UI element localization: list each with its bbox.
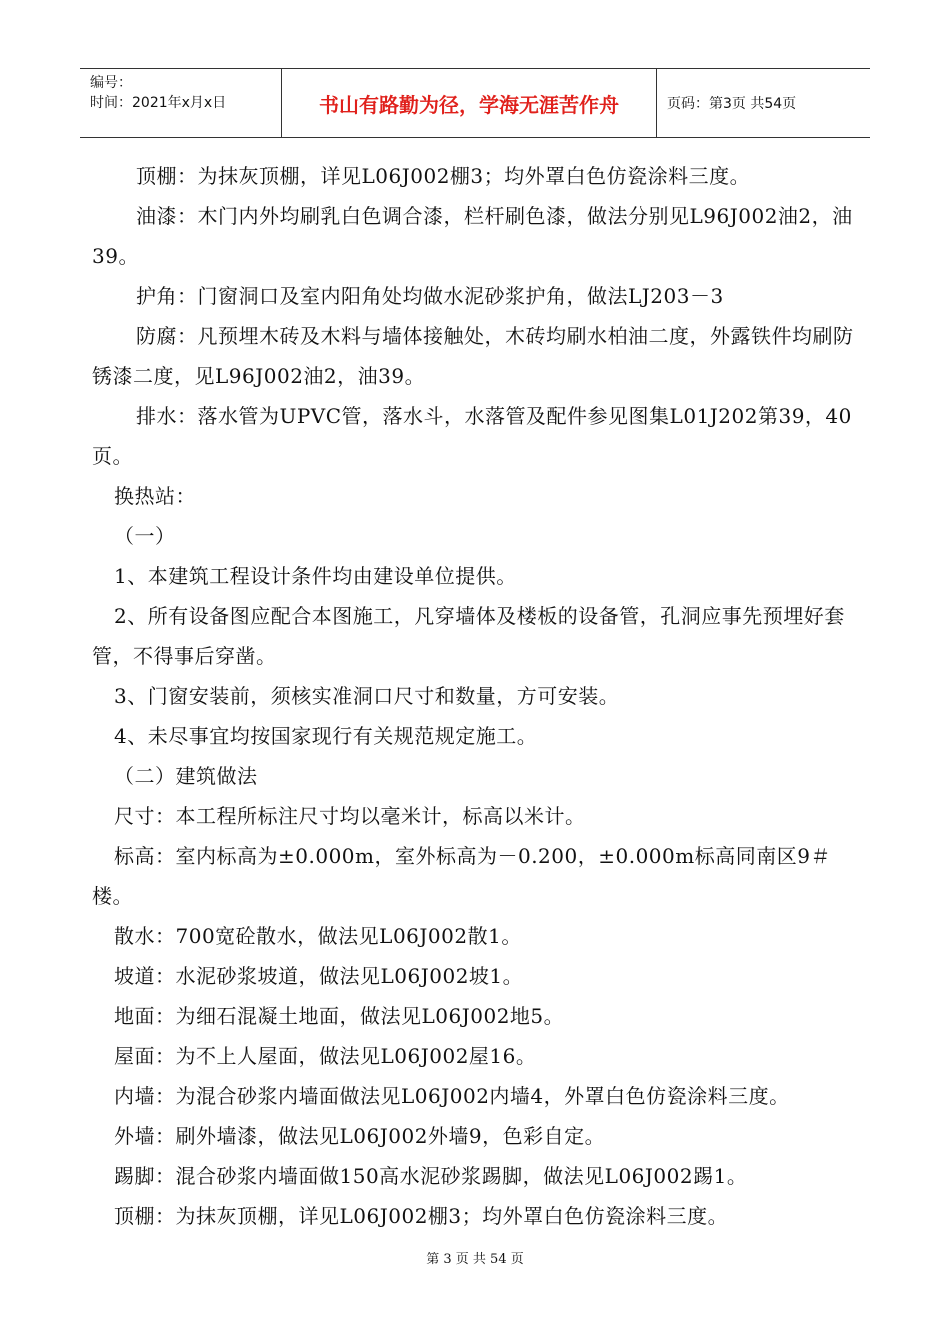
section-heading: 换热站： — [114, 484, 196, 508]
page-footer: 第 3 页 共 54 页 — [426, 1252, 524, 1267]
paragraph: 顶棚：为抹灰顶棚，详见L06J002棚3；均外罩白色仿瓷涂料三度。 — [114, 1204, 729, 1228]
header-motto: 书山有路勤为径，学海无涯苦作舟 — [282, 69, 657, 137]
number-label: 编号： — [90, 75, 132, 91]
paragraph: 踢脚：混合砂浆内墙面做150高水泥砂浆踢脚，做法见L06J002踢1。 — [114, 1164, 748, 1188]
paragraph: 外墙：刷外墙漆，做法见L06J002外墙9，色彩自定。 — [114, 1124, 606, 1148]
paragraph: 标高：室内标高为±0.000m，室外标高为－0.200，±0.000m标高同南区9＃楼。 — [92, 844, 831, 908]
paragraph: 顶棚：为抹灰顶棚，详见L06J002棚3；均外罩白色仿瓷涂料三度。 — [136, 164, 751, 188]
paragraph: 坡道：水泥砂浆坡道，做法见L06J002坡1。 — [114, 964, 524, 988]
paragraph: 地面：为细石混凝土地面，做法见L06J002地5。 — [114, 1004, 565, 1028]
page-header — [80, 68, 870, 138]
paragraph: 油漆：木门内外均刷乳白色调合漆，栏杆刷色漆，做法分别见L96J002油2，油39。 — [92, 204, 853, 268]
paragraph: 护角：门窗洞口及室内阳角处均做水泥砂浆护角，做法LJ203－3 — [136, 284, 724, 308]
paragraph: 内墙：为混合砂浆内墙面做法见L06J002内墙4，外罩白色仿瓷涂料三度。 — [114, 1084, 790, 1108]
list-item: 3、门窗安装前，须核实准洞口尺寸和数量，方可安装。 — [114, 684, 620, 708]
header-page-info: 页码：第3页 共54页 — [667, 96, 797, 112]
list-item: 4、未尽事宜均按国家现行有关规范规定施工。 — [114, 724, 538, 748]
paragraph: 尺寸：本工程所标注尺寸均以毫米计，标高以米计。 — [114, 804, 586, 828]
time-label: 时间：2021年x月x日 — [90, 95, 227, 111]
list-item: 1、本建筑工程设计条件均由建设单位提供。 — [114, 564, 517, 588]
document-body — [92, 156, 862, 1236]
paragraph: 排水：落水管为UPVC管，落水斗，水落管及配件参见图集L01J202第39，40页。 — [92, 404, 852, 468]
header-meta — [80, 69, 282, 137]
paragraph: 防腐：凡预埋木砖及木料与墙体接触处，木砖均刷水柏油二度，外露铁件均刷防锈漆二度，见L96J002油2，油39。 — [92, 324, 854, 388]
section-heading: （二）建筑做法 — [114, 764, 258, 788]
paragraph: 屋面：为不上人屋面，做法见L06J002屋16。 — [114, 1044, 537, 1068]
list-item: 2、所有设备图应配合本图施工，凡穿墙体及楼板的设备管，孔洞应事先预埋好套管，不得事后穿凿。 — [92, 604, 845, 668]
paragraph: 散水：700宽砼散水，做法见L06J002散1。 — [114, 924, 522, 948]
section-heading: （一） — [114, 524, 176, 548]
